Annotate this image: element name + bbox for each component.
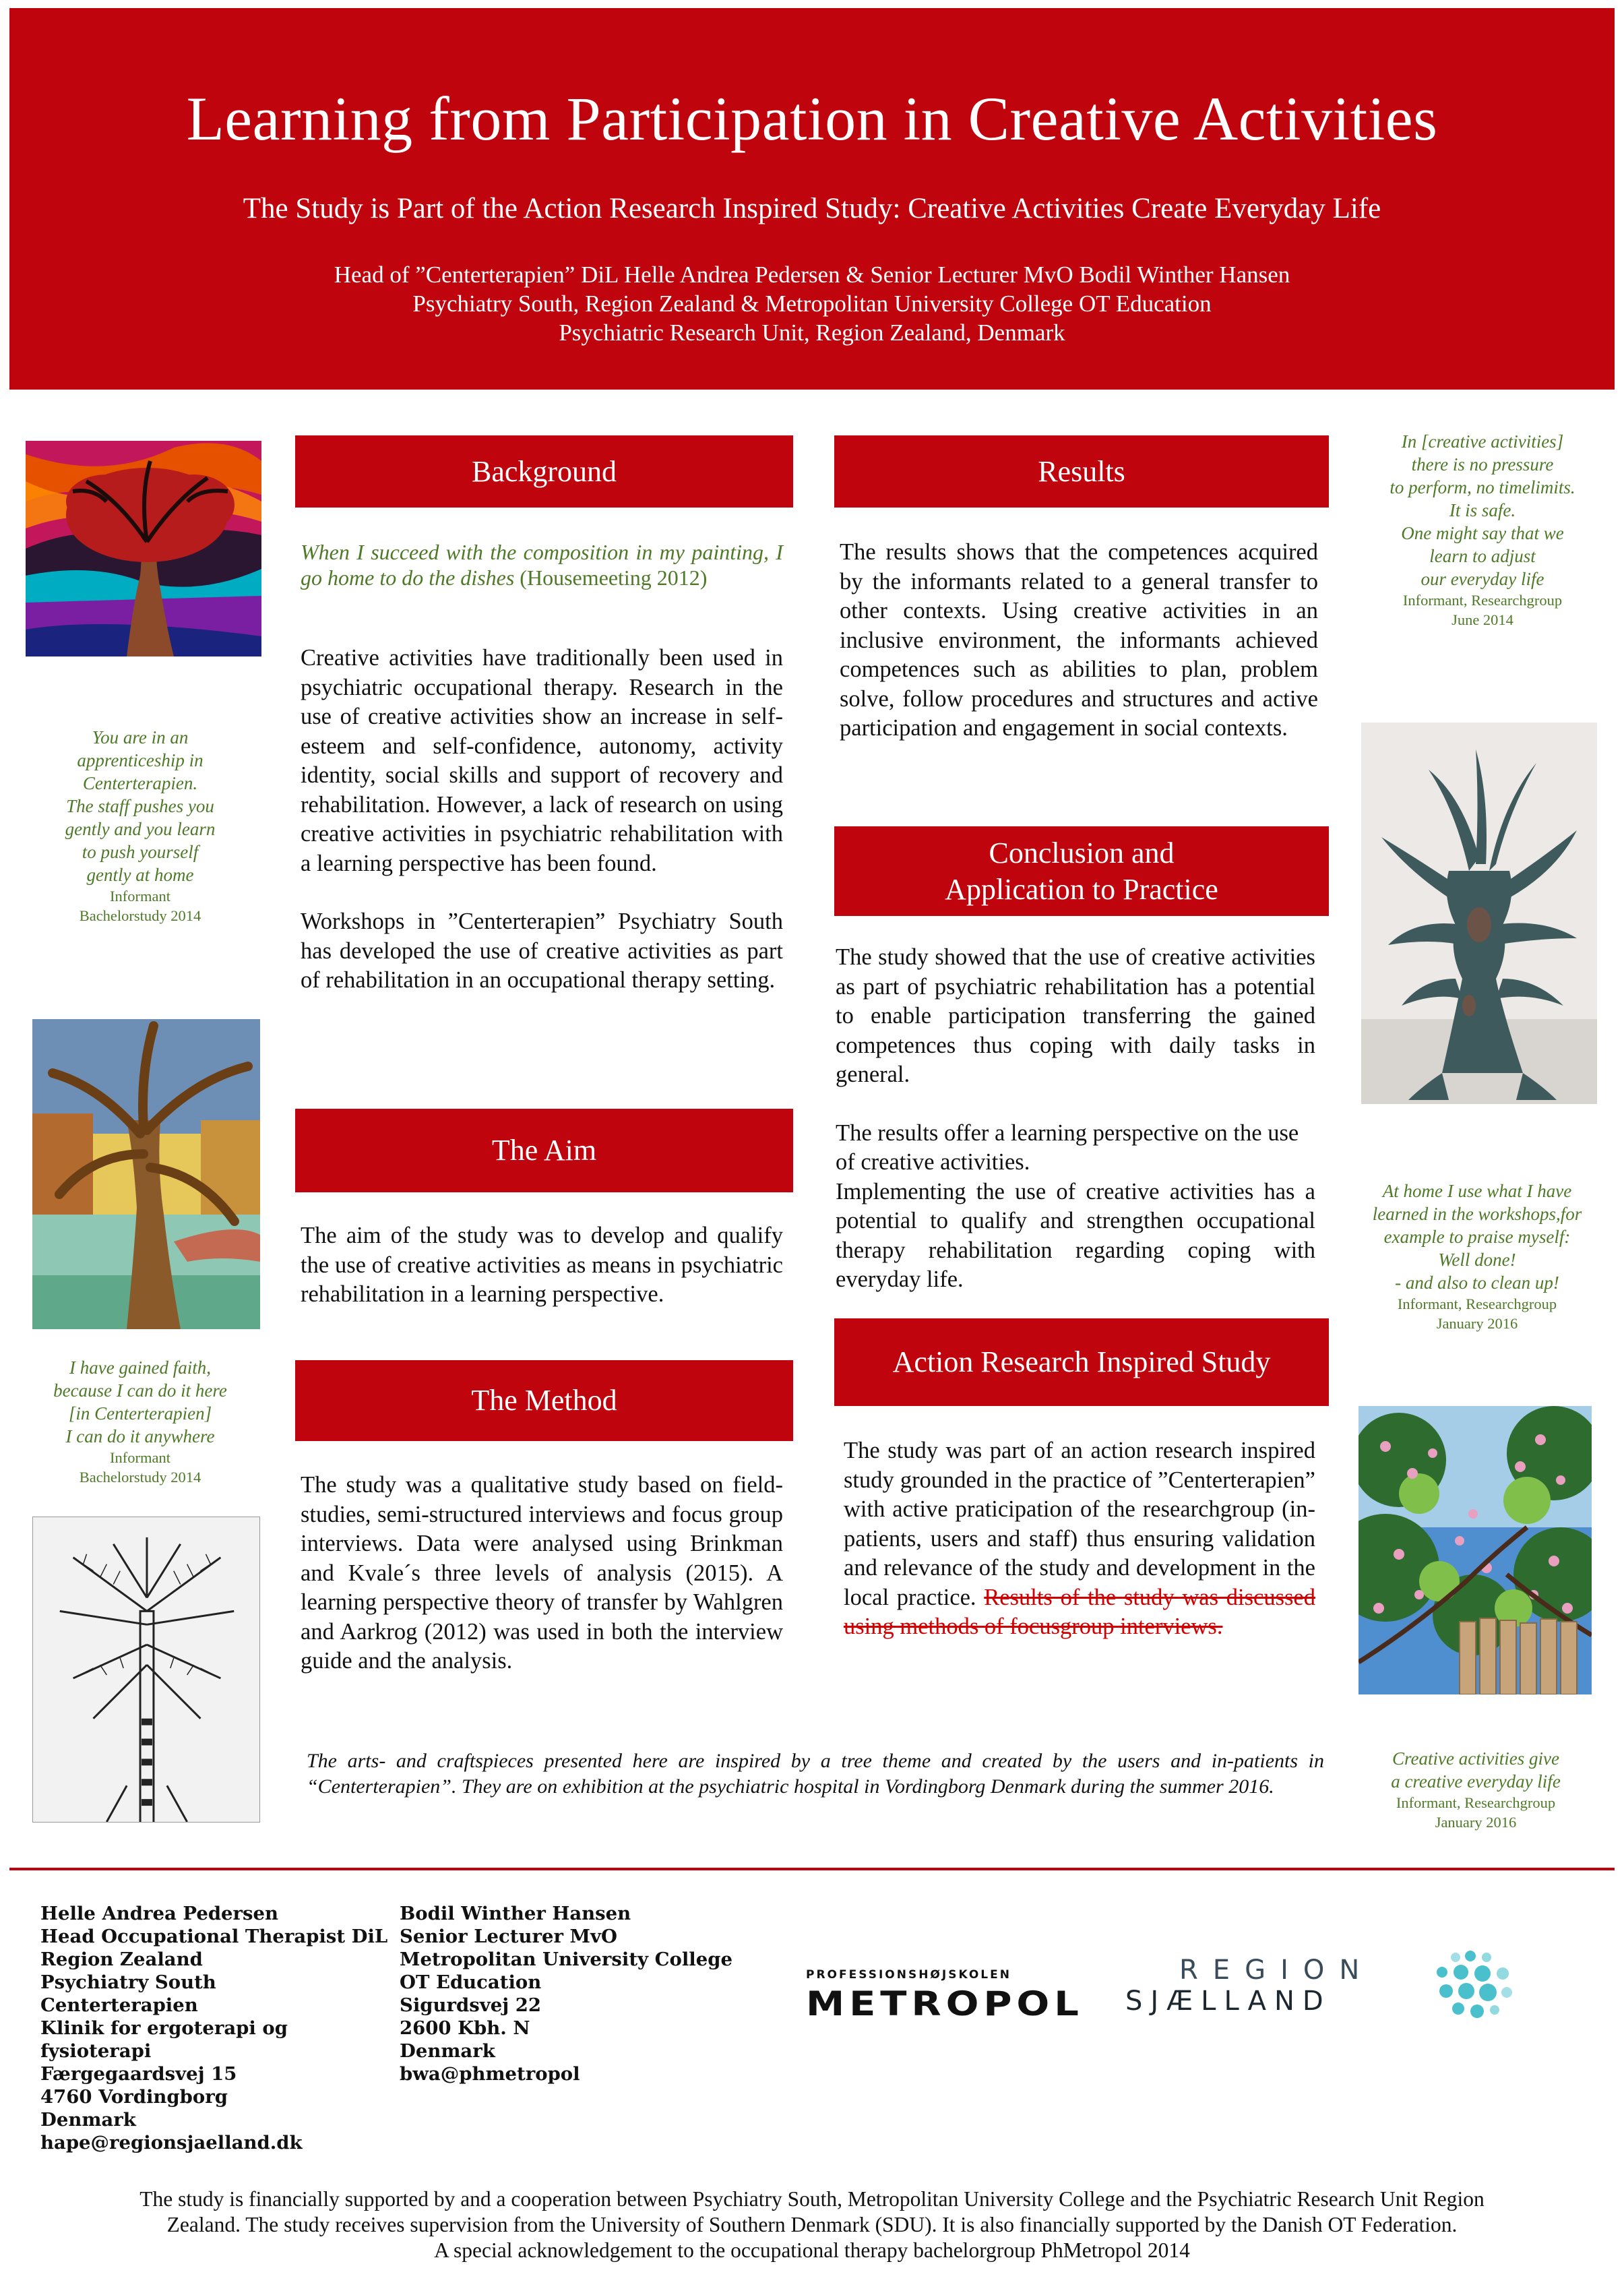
authors-line: Psychiatry South, Region Zealand & Metropolitan University College OT Education [412,291,1212,317]
results-body [840,538,1318,743]
quote-line: a creative everyday life [1391,1771,1561,1792]
side-quote-no-pressure [1361,430,1604,630]
background-paragraph: Creative activities have traditionally been used in psychiatric occupational therapy. Research in the use of creative activities show an increase in self-esteem and self-confidence, autonomy, activity identity, social skills and support of recovery and rehabilitation. However, a lack of research on using creative activities in psychiatric rehabilitation with a learning perspective has been found. [301,645,783,876]
contact-line: Sigurdsvej 22 [400,1994,541,2016]
contact-line: Helle Andrea Pedersen [40,1903,279,1924]
conclusion-heading [834,826,1329,916]
conclusion-heading-label: Application to Practice [945,872,1218,906]
quote-source: January 2016 [1436,1315,1518,1332]
contact-email[interactable]: bwa@phmetropol [400,2063,580,2085]
method-heading [295,1360,793,1441]
metropol-logo-small-text: PROFESSIONSHØJSKOLEN [806,1968,1011,1982]
quote-line: In [creative activities] [1401,431,1564,452]
contact-line: Metropolitan University College [400,1949,732,1970]
quote-source: Bachelorstudy 2014 [79,907,201,924]
background-body [301,644,783,996]
quote-source: Bachelorstudy 2014 [79,1469,201,1486]
conclusion-paragraph: The study showed that the use of creative activities as part of psychiatric rehabilitation has a potential to enable participation transferring the gained competences thus coping with daily tasks in general. [836,944,1315,1087]
quote-source: Informant [110,888,170,905]
tree-painting-yellow-image [32,1019,260,1329]
quote-source: January 2016 [1435,1814,1517,1831]
region-logo-dots-icon [1429,1951,1523,2025]
metropol-logo [806,1968,1123,2036]
quote-line: to push yourself [82,842,199,862]
background-quote-ref: (Housemeeting 2012) [520,565,708,590]
background-paragraph: Workshops in ”Centerterapien” Psychiatry South has developed the use of creative activities as part of rehabilitation in an occupational therapy setting. [301,909,783,993]
contact-email[interactable]: hape@regionsjaelland.dk [40,2132,303,2153]
contact-line: Færgegaardsvej 15 [40,2063,237,2085]
quote-line: I can do it anywhere [65,1426,215,1446]
authors-block [9,260,1615,347]
quote-source: June 2014 [1451,611,1513,628]
contact-line: fysioterapi [40,2040,152,2062]
background-heading-label: Background [471,454,617,488]
ceramic-tree-sculpture-image [1361,723,1597,1104]
action-research-heading [834,1318,1329,1406]
side-quote-creative-everyday [1354,1747,1597,1832]
quote-source: Informant, Researchgroup [1397,1295,1557,1312]
contact-line: Psychiatry South [40,1971,216,1993]
conclusion-heading-label: Conclusion and [989,836,1175,869]
quote-line: learn to adjust [1429,546,1536,566]
quote-line: gently and you learn [65,819,216,839]
quote-line: It is safe. [1449,500,1516,520]
contact-line: Bodil Winther Hansen [400,1903,631,1924]
results-heading [834,435,1329,508]
header-banner [9,8,1615,390]
contact-line: Klinik for ergoterapi og [40,2017,288,2039]
quote-line: Creative activities give [1392,1748,1559,1769]
quote-line: You are in an [92,727,189,747]
quote-line: - and also to clean up! [1395,1273,1559,1293]
metropol-logo-big-text: METROPOL [806,1984,1084,2023]
results-paragraph: The results shows that the competences acquired by the informants related to a general transfer to other contexts. Using creative activities in an inclusive environment, the informants achieved competences such as abilities to plan, problem solve, follow procedures and structures and active participation and engagement in social contexts. [840,539,1318,741]
footer-divider [9,1868,1615,1870]
quote-line: I have gained faith, [69,1357,211,1378]
exhibition-note: The arts- and craftspieces presented here are inspired by a tree theme and created by the users and in-patients in “Centerterapien”. They are on exhibition at the psychiatric hospital in Vordingborg Denmark during the summer 2016. [307,1750,1324,1798]
quote-line: example to praise myself: [1383,1227,1571,1247]
conclusion-body [836,943,1315,1295]
quote-line: because I can do it here [53,1380,227,1401]
quote-line: to perform, no timelimits. [1389,477,1575,497]
contact-line: Region Zealand [40,1949,203,1970]
sponsor-line: The study is financially supported by and a cooperation between Psychiatry South, Metropolitan University College and the Psychiatric Research Unit Region [139,2187,1485,2211]
method-heading-label: The Method [471,1384,617,1417]
tree-drawing-bw-image [32,1517,260,1823]
quote-source: Informant [110,1449,170,1466]
action-research-text: The study was part of an action research inspired study grounded in the practice of ”Centerterapien” with active praticipation of the researchgroup (in-patients, users and staff) thus ensuring validation and relevance of the study and development in the local practice. [844,1438,1315,1610]
conclusion-paragraph: Implementing the use of creative activities has a potential to qualify and strengthen occupational therapy rehabilitation regarding coping with everyday life. [836,1178,1315,1292]
method-paragraph: The study was a qualitative study based on field-studies, semi-structured interviews and focus group interviews. Data were analysed using Brinkman and Kvale´s three levels of analysis (2015). A learning perspective theory of transfer by Wahlgren and Aarkrog (2012) was used in both the interview guide and the analysis. [301,1472,783,1674]
contact-line: OT Education [400,1971,542,1993]
contact-line: Senior Lecturer MvO [400,1926,617,1947]
contact-line: 4760 Vordingborg [40,2086,228,2108]
aim-body [301,1221,783,1310]
tree-painting-red-image [26,441,261,656]
aim-heading [295,1109,793,1192]
contact-line: 2600 Kbh. N [400,2017,530,2039]
contact-line: Head Occupational Therapist DiL [40,1926,388,1947]
action-research-paragraph [844,1436,1315,1642]
background-heading [295,435,793,508]
quote-line: gently at home [86,865,194,885]
action-research-struck-text: Results of the study was discussed using methods of focusgroup interviews. [844,1584,1315,1639]
quote-line: At home I use what I have [1382,1181,1572,1201]
quote-line: One might say that we [1401,523,1564,543]
contact-line: Centerterapien [40,1994,198,2016]
action-research-body [844,1436,1315,1642]
contact-bodil [400,1902,732,2085]
authors-line: Head of ”Centerterapien” DiL Helle Andrea Pedersen & Senior Lecturer MvO Bodil Winther Hansen [334,262,1290,288]
contact-line: Denmark [40,2109,136,2131]
aim-paragraph: The aim of the study was to develop and qualify the use of creative activities as means in psychiatric rehabilitation in a learning perspective. [301,1223,783,1307]
region-sjaelland-logo [1119,1955,1523,2022]
poster-title: Learning from Participation in Creative Activities [186,84,1438,153]
aim-heading-label: The Aim [491,1134,597,1167]
background-quote-text: When I succeed with the composition in my painting, I go home to do the dishes [301,540,783,590]
quote-line: there is no pressure [1411,454,1554,475]
background-quote [301,539,783,590]
sponsor-line: Zealand. The study receives supervision from the University of Southern Denmark (SDU). It is also financially supported by the Danish OT Federation. [166,2213,1458,2236]
quote-line: The staff pushes you [66,796,214,816]
quote-line: Well done! [1438,1250,1516,1270]
region-logo-top-text: REGION [1179,1955,1375,1986]
quote-line: our everyday life [1420,569,1544,589]
blossom-painting-image [1358,1406,1592,1694]
quote-source: Informant, Researchgroup [1396,1794,1556,1811]
side-quote-apprenticeship [26,726,255,925]
contact-line: Denmark [400,2040,495,2062]
quote-line: [in Centerterapien] [68,1403,212,1424]
contact-helle [40,1902,387,2154]
side-quote-at-home [1348,1180,1606,1333]
conclusion-paragraph: The results offer a learning perspective on the use of creative activities. [836,1120,1299,1175]
region-logo-bottom-text: SJÆLLAND [1125,1986,1332,2017]
authors-line: Psychiatric Research Unit, Region Zealand, Denmark [559,319,1065,346]
quote-line: learned in the workshops,for [1372,1204,1582,1224]
quote-line: apprenticeship in [77,750,204,770]
side-quote-gained-faith [26,1356,255,1487]
poster-subtitle: The Study is Part of the Action Research Inspired Study: Creative Activities Create Everyday Life [243,193,1381,224]
quote-source: Informant, Researchgroup [1402,592,1563,609]
action-research-heading-label: Action Research Inspired Study [892,1345,1271,1378]
quote-line: Centerterapien. [82,773,198,793]
method-body [301,1471,783,1676]
results-heading-label: Results [1038,454,1125,488]
sponsor-note [27,2187,1597,2263]
sponsor-line: A special acknowledgement to the occupational therapy bachelorgroup PhMetropol 2014 [434,2238,1190,2262]
